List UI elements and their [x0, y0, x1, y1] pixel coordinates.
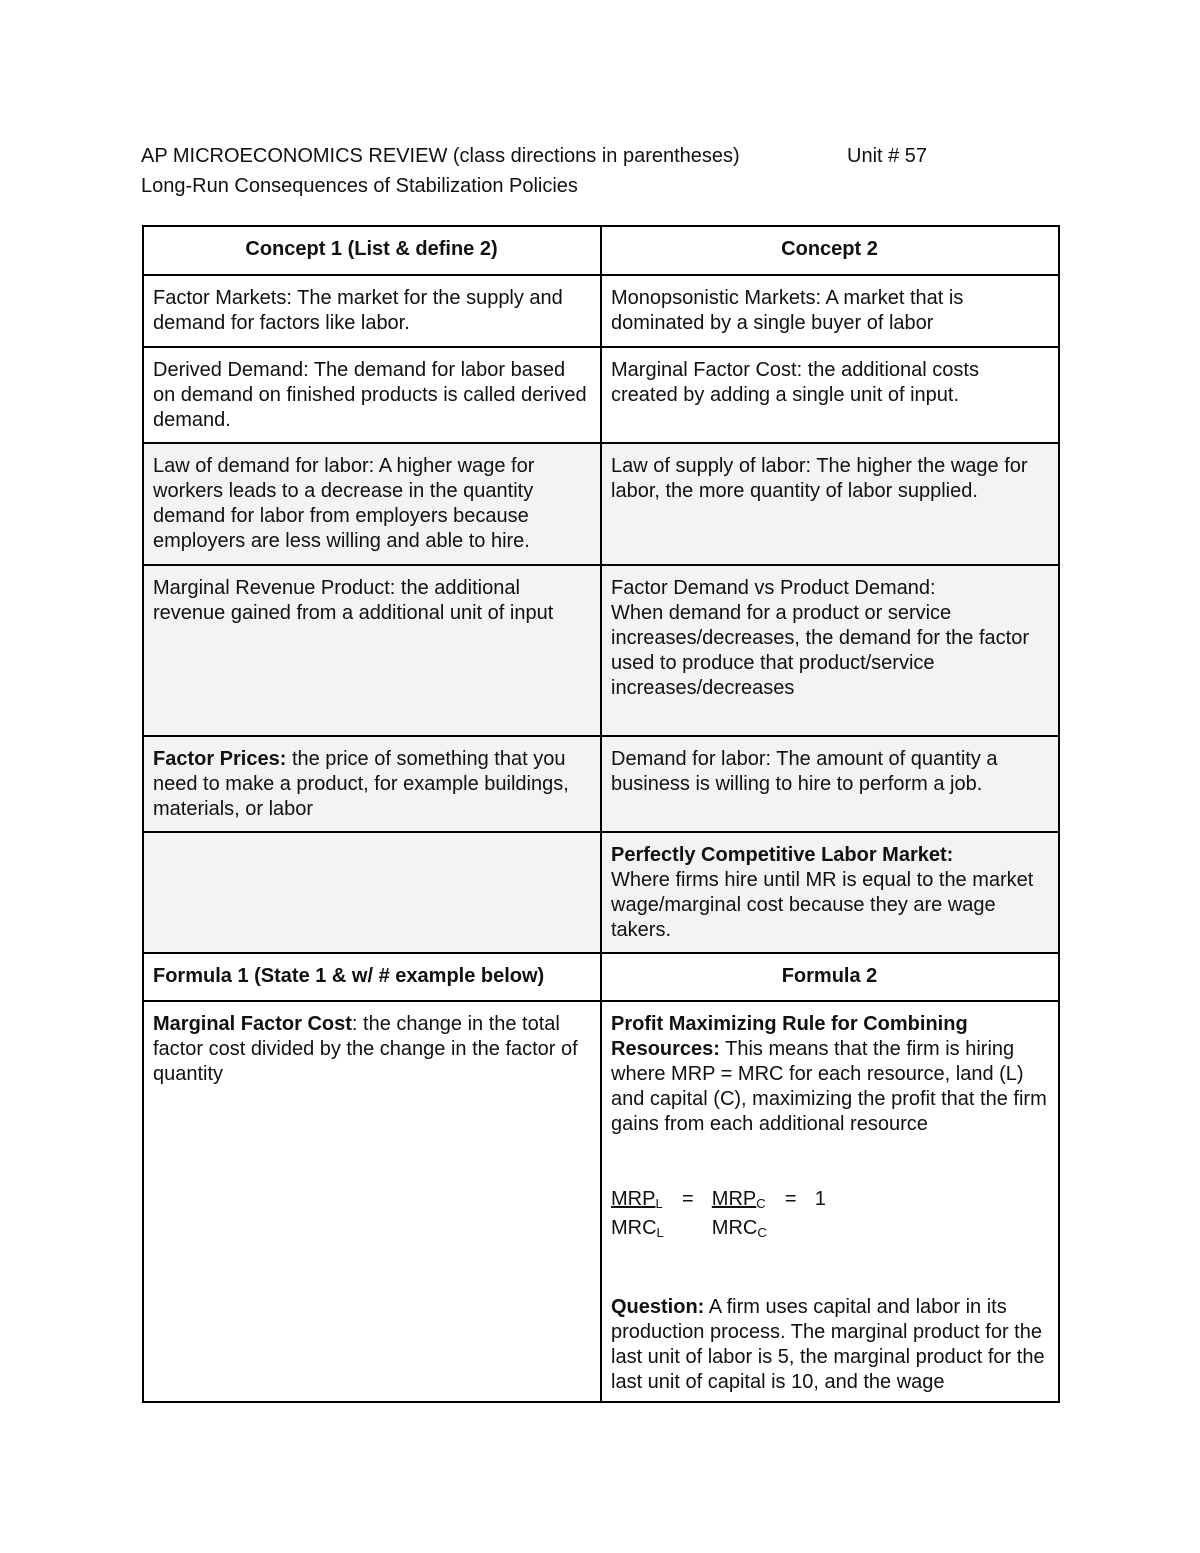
formula1-header: Formula 1 (State 1 & w/ # example below) [143, 953, 601, 1001]
formula2-header: Formula 2 [601, 953, 1059, 1001]
concept2-cell-text: When demand for a product or service increases/decreases, the demand for the factor used to produce that product/service increases/decreases [611, 602, 1030, 699]
concept1-cell: Derived Demand: The demand for labor based on demand on finished products is called derived demand. [143, 347, 601, 443]
concept2-cell: Monopsonistic Markets: A market that is dominated by a single buyer of labor [601, 275, 1059, 347]
fraction-capital [712, 1187, 767, 1245]
concept2-cell: Law of supply of labor: The higher the wage for labor, the more quantity of labor supplied. [601, 443, 1059, 565]
question-label: Question: [611, 1296, 705, 1318]
table-row [143, 443, 1059, 565]
table-row [143, 565, 1059, 736]
concept1-cell: Law of demand for labor: A higher wage for workers leads to a decrease in the quantity demand for labor from employers because employers are less willing and able to hire. [143, 443, 601, 565]
formula-equation [611, 1187, 1048, 1245]
formula2-cell [601, 1001, 1059, 1402]
term-definition: Where firms hire until MR is equal to the market wage/marginal cost because they are wage takers. [611, 869, 1034, 941]
mrp-labor: MRP [611, 1188, 656, 1210]
table-row [143, 736, 1059, 832]
term-definition: the price of something that you need to make a product, for example buildings, materials, or labor [153, 748, 569, 820]
concept2-cell-title: Factor Demand vs Product Demand: [611, 577, 936, 599]
formula2-term: Profit Maximizing Rule for Combining Resources: [611, 1013, 968, 1060]
mrp-capital: MRP [711, 1188, 757, 1210]
concept2-header: Concept 2 [601, 226, 1059, 275]
document-title: AP MICROECONOMICS REVIEW (class directions in parentheses) [141, 145, 740, 167]
table-row [143, 275, 1059, 347]
concept2-cell [601, 832, 1059, 953]
concept2-cell: Demand for labor: The amount of quantity a business is willing to hire to perform a job. [601, 736, 1059, 832]
table-row [143, 347, 1059, 443]
concept1-cell: Marginal Revenue Product: the additional revenue gained from a additional unit of input [143, 565, 601, 736]
concept1-cell: Factor Markets: The market for the supply and demand for factors like labor. [143, 275, 601, 347]
header-line [141, 141, 1061, 171]
subscript: C [756, 1196, 766, 1211]
formula1-term: Marginal Factor Cost [153, 1013, 352, 1035]
concept-header-row [143, 226, 1059, 275]
mrc-labor: MRC [611, 1217, 657, 1239]
formula-header-row [143, 953, 1059, 1001]
review-table [142, 225, 1060, 1403]
concept2-cell [601, 565, 1059, 736]
subscript: C [757, 1225, 767, 1240]
subscript: L [656, 1225, 664, 1240]
concept1-cell [143, 736, 601, 832]
term-label: Perfectly Competitive Labor Market: [611, 844, 954, 866]
concept2-cell: Marginal Factor Cost: the additional costs created by adding a single unit of input. [601, 347, 1059, 443]
concept1-cell-empty [143, 832, 601, 953]
equals-sign: = [784, 1188, 797, 1210]
formula-row [143, 1001, 1059, 1402]
formula1-cell [143, 1001, 601, 1402]
fraction-labor [611, 1187, 664, 1245]
document-subtitle: Long-Run Consequences of Stabilization Policies [141, 175, 578, 197]
question-text: A firm uses capital and labor in its production process. The marginal product for the last unit of labor is 5, the marginal product for the last unit of capital is 10, and the wage [611, 1296, 1045, 1393]
term-label: Factor Prices: [153, 748, 287, 770]
document-header [141, 141, 1061, 201]
concept1-header: Concept 1 (List & define 2) [143, 226, 601, 275]
unit-number: Unit # 57 [847, 145, 928, 167]
equals-sign: = [681, 1188, 694, 1210]
table-row [143, 832, 1059, 953]
subscript: L [655, 1196, 663, 1211]
formula2-definition: This means that the firm is hiring where MRP = MRC for each resource, land (L) and capital (C), maximizing the profit that the firm gains from each additional resource [611, 1038, 1047, 1135]
equation-result: 1 [814, 1188, 826, 1210]
formula1-definition: : the change in the total factor cost divided by the change in the factor of quantity [153, 1013, 578, 1085]
mrc-capital: MRC [711, 1217, 758, 1239]
